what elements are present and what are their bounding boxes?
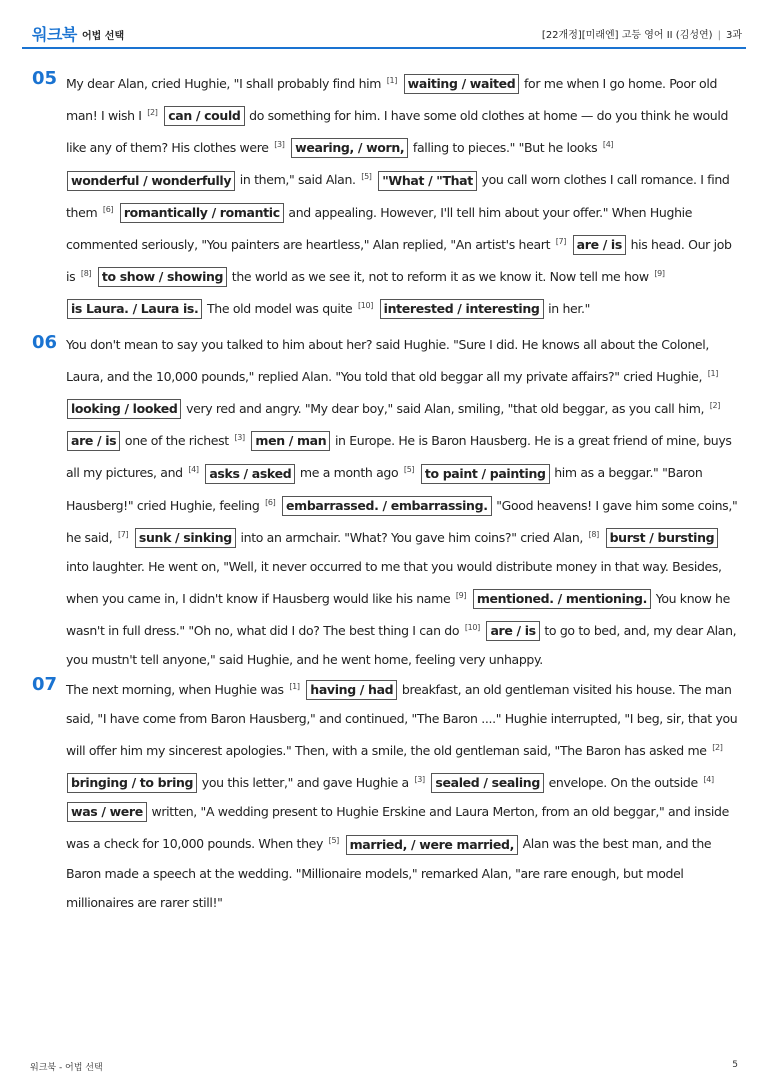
passage-paragraph	[66, 672, 738, 917]
blank-marker: [10]	[358, 301, 374, 311]
passage-text-run: for me when I go home. Poor old man! I wish I	[66, 76, 718, 124]
grammar-choice-box[interactable]: "What / "That	[378, 171, 477, 191]
blank-marker: [6]	[102, 204, 114, 214]
passage-text	[66, 672, 738, 917]
passage-text-run: Alan was the best man, and the Baron made a speech at the wedding. "Millionaire models," remarked Alan, "are rare enough, but model millionaires are rarer still!"	[66, 836, 712, 910]
blank-marker: [8]	[588, 529, 599, 539]
grammar-choice-box[interactable]: interested / interesting	[380, 299, 544, 319]
passage-text-run: "Good heavens! I gave him some coins," he said,	[66, 497, 738, 545]
grammar-choice-box[interactable]: is Laura. / Laura is.	[67, 299, 202, 319]
section-number: 05	[32, 68, 58, 89]
passage-text-run: him as a beggar." "Baron Hausberg!" cried Hughie, feeling	[66, 465, 703, 513]
passage-text-run: written, "A wedding present to Hughie Erskine and Laura Merton, from an old beggar," and inside was a check for 10,000 pounds. When they	[66, 804, 729, 852]
blank-marker: [4]	[602, 140, 614, 150]
grammar-choice-box[interactable]: married, / were married,	[346, 835, 518, 855]
blank-marker: [2]	[147, 108, 158, 118]
grammar-choice-box[interactable]: asks / asked	[205, 464, 295, 484]
passage-paragraph	[66, 66, 738, 323]
passage-text-run: You don't mean to say you talked to him about her? said Hughie. "Sure I did. He knows all about the Colonel, Laura, and the 10,000 pounds," replied Alan. "You told that old beggar all my private affairs?" cried Hughie,	[66, 337, 710, 385]
blank-marker: [8]	[80, 268, 92, 278]
passage-text-run: in her."	[548, 301, 591, 317]
passage-text-run: in Europe. He is Baron Hausberg. He is a great friend of mine, buys all my pictures, and	[66, 433, 732, 481]
blank-marker: [2]	[709, 401, 721, 411]
passage-text-run: envelope. On the outside	[548, 775, 698, 791]
grammar-choice-box[interactable]: bringing / to bring	[67, 773, 197, 793]
passage-text-run: in them," said Alan.	[239, 172, 356, 188]
grammar-choice-box[interactable]: waiting / waited	[404, 74, 520, 94]
grammar-choice-box[interactable]: burst / bursting	[606, 528, 719, 548]
grammar-choice-box[interactable]: sealed / sealing	[431, 773, 544, 793]
grammar-choice-box[interactable]: can / could	[164, 106, 244, 126]
passage-text-run: the world as we see it, not to reform it as we know it. Now tell me how	[231, 269, 649, 285]
blank-marker: [3]	[274, 140, 285, 150]
passage-text-run: The next morning, when Hughie was	[66, 682, 284, 698]
blank-marker: [5]	[403, 465, 415, 475]
grammar-choice-box[interactable]: are / is	[486, 621, 539, 641]
grammar-choice-box[interactable]: to paint / painting	[421, 464, 550, 484]
blank-marker: [4]	[188, 465, 199, 475]
passage-text-run: do something for him. I have some old clothes at home — do you think he would like any of them? His clothes were	[66, 108, 729, 156]
passage-text-run: very red and angry. "My dear boy," said Alan, smiling, "that old beggar, as you call him,	[186, 401, 705, 417]
grammar-choice-box[interactable]: are / is	[67, 431, 120, 451]
passage-text-run: breakfast, an old gentleman visited his house. The man said, "I have come from Baron Hausberg," and continued, "The Baron ...." Hughie interrupted, "I beg, sir, that you will offer him my sincerest apologies." Then, with a smile, the old gentleman said, "The Baron has asked me	[66, 682, 738, 759]
blank-marker: [1]	[707, 369, 719, 378]
blank-marker: [3]	[234, 433, 245, 443]
passage-text-run: his head. Our job is	[66, 236, 732, 285]
blank-marker: [7]	[117, 529, 129, 539]
passage-text	[66, 330, 738, 674]
passage-text-run: You know he wasn't in full dress." "Oh no, what did I do? The best thing I can do	[66, 591, 730, 639]
passage-text-run: into laughter. He went on, "Well, it never occurred to me that you would distribute money in that way. Besides, when you came in, I didn't know if Hausberg would like his name	[66, 558, 722, 607]
passage-text-run: My dear Alan, cried Hughie, "I shall probably find him	[66, 76, 382, 92]
passage-text-run: to go to bed, and, my dear Alan, you mustn't tell anyone," said Hughie, and he went home, feeling very unhappy.	[66, 623, 737, 668]
section-number: 06	[32, 332, 58, 353]
lesson-label: 3과	[725, 30, 742, 41]
grammar-choice-box[interactable]: looking / looked	[67, 399, 181, 419]
grammar-choice-box[interactable]: sunk / sinking	[135, 528, 236, 548]
passage-text-run: you call worn clothes I call romance. I find them	[66, 172, 730, 220]
passage-text-run: falling to pieces." "But he looks	[412, 140, 598, 156]
grammar-choice-box[interactable]: to show / showing	[98, 267, 227, 287]
grammar-choice-box[interactable]: wonderful / wonderfully	[67, 171, 235, 191]
grammar-choice-box[interactable]: romantically / romantic	[120, 203, 284, 223]
course-info	[542, 26, 742, 41]
grammar-choice-box[interactable]: wearing, / worn,	[291, 138, 408, 158]
footer-label: 워크북 - 어법 선택	[30, 1063, 103, 1073]
passage-text-run: me a month ago	[299, 465, 399, 481]
workbook-brand: 워크북	[32, 25, 77, 44]
blank-marker: [6]	[265, 497, 276, 507]
blank-marker: [9]	[455, 590, 467, 600]
grammar-choice-box[interactable]: embarrassed. / embarrassing.	[282, 496, 492, 516]
blank-marker: [5]	[328, 836, 339, 846]
workbook-subtitle: 어법 선택	[82, 31, 125, 42]
passage-text	[66, 66, 738, 323]
page-header	[22, 0, 746, 48]
blank-marker: [9]	[654, 268, 665, 278]
header-separator: |	[717, 30, 721, 41]
page-number: 5	[732, 1060, 738, 1070]
passage-text-run: into an armchair. "What? You gave him coins?" cried Alan,	[240, 529, 584, 545]
blank-marker: [2]	[712, 743, 723, 753]
blank-marker: [1]	[386, 76, 398, 85]
grammar-choice-box[interactable]: men / man	[251, 431, 330, 451]
grammar-choice-box[interactable]: are / is	[573, 235, 626, 255]
passage-text-run: The old model was quite	[207, 301, 353, 317]
blank-marker: [1]	[289, 682, 300, 691]
blank-marker: [7]	[555, 236, 567, 246]
passage-text-run: and appealing. However, I'll tell him about your offer." When Hughie commented seriously, "You painters are heartless," Alan replied, "An artist's heart	[66, 204, 693, 252]
course-title: [22개정][미래엔] 고등 영어 II (김성연)	[541, 30, 713, 41]
passage-text-run: you this letter," and gave Hughie a	[201, 775, 409, 791]
passage-paragraph	[66, 330, 738, 674]
passage-text-run: one of the richest	[124, 433, 229, 449]
header-rule	[22, 47, 746, 49]
blank-marker: [3]	[414, 775, 425, 785]
grammar-choice-box[interactable]: was / were	[67, 802, 147, 822]
section-number: 07	[32, 674, 58, 695]
grammar-choice-box[interactable]: having / had	[306, 680, 397, 700]
grammar-choice-box[interactable]: mentioned. / mentioning.	[473, 589, 651, 609]
blank-marker: [4]	[703, 775, 714, 785]
blank-marker: [10]	[464, 623, 480, 633]
blank-marker: [5]	[361, 172, 372, 182]
